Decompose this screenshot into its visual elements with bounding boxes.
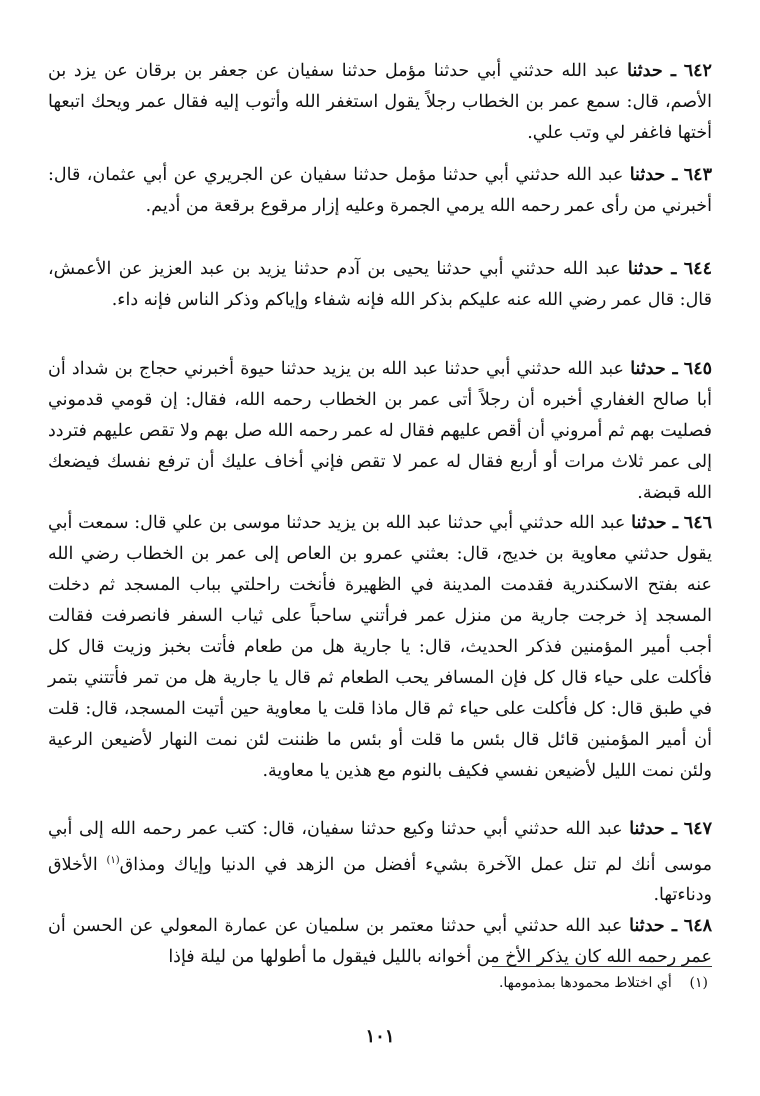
footnote-reference[interactable]: (١) — [106, 854, 120, 866]
entry-number: ٦٤٢ — [683, 60, 712, 81]
entry-number: ٦٤٣ — [683, 164, 712, 185]
entry-number: ٦٤٥ — [683, 358, 712, 379]
entry-text: عبد الله حدثني أبي حدثنا معتمر بن سلميان عن عمارة المعولي عن الحسن أن عمر رحمه الله كان يذكر الأخ من أخوانه بالليل فيقول ما أطولها من ليلة فإذا — [48, 915, 712, 967]
entry-text: عبد الله حدثني أبي حدثنا مؤمل حدثنا سفيان عن الجريري عن أبي عثمان، قال: أخبرني من رأى عمر رحمه الله يرمي الجمرة وعليه إزار مرقوع برقعة من أديم. — [48, 164, 712, 216]
entry-lead-word: حدثنا — [627, 258, 664, 279]
entry-number: ٦٤٧ — [683, 818, 712, 839]
entry-lead-word: حدثنا — [629, 164, 666, 185]
entry-lead-word: حدثنا — [630, 358, 666, 379]
entry-text: عبد الله حدثني أبي حدثنا وكيع حدثنا سفيان، قال: كتب عمر رحمه الله إلى أبي موسى أنك لم تنل عمل الآخرة بشيء أفضل من الزهد في الدنيا وإياك ومذاق — [48, 818, 712, 875]
entry-lead-word: حدثنا — [629, 818, 665, 839]
footnote-divider — [492, 966, 712, 967]
hadith-entry-642: ٦٤٢ ـ حدثنا عبد الله حدثني أبي حدثنا مؤمل حدثنا سفيان عن جعفر بن برقان عن يزد بن الأصم، قال: سمع عمر بن الخطاب رجلاً يقول استغفر الله وأتوب إليه فقال عمر ويحك اتبعها أختها فاغفر لي وتب علي. — [48, 60, 712, 143]
entry-number: ٦٤٨ — [683, 915, 712, 936]
entry-lead-word: حدثنا — [627, 60, 663, 81]
hadith-entry-647: ٦٤٧ ـ حدثنا عبد الله حدثني أبي حدثنا وكيع حدثنا سفيان، قال: كتب عمر رحمه الله إلى أبي موسى أنك لم تنل عمل الآخرة بشيء أفضل من الزهد في الدنيا وإياك ومذاق$^{(١)}$ الأخلاق ودناءتها. — [48, 818, 712, 906]
footnote-text: أي اختلاط محمودها بمذمومها. — [498, 975, 672, 991]
hadith-entry-648: ٦٤٨ ـ حدثنا عبد الله حدثني أبي حدثنا معتمر بن سلميان عن عمارة المعولي عن الحسن أن عمر رحمه الله كان يذكر الأخ من أخوانه بالليل فيقول ما أطولها من ليلة فإذا — [48, 915, 712, 967]
entry-number: ٦٤٦ — [683, 512, 712, 533]
entry-text: عبد الله حدثني أبي حدثنا يحيى بن آدم حدثنا يزيد بن عبد العزيز عن الأعمش، قال: قال عمر رضي الله عنه عليكم بذكر الله فإنه شفاء وإياكم وذكر الناس فإنه داء. — [48, 258, 712, 310]
entry-text: عبد الله حدثني أبي حدثنا عبد الله بن يزيد حدثنا موسى بن علي قال: سمعت أبي يقول حدثني معاوية بن خديج، قال: بعثني عمرو بن العاص إلى عمر بن الخطاب رضي الله عنه بفتح الاسكندرية فقدمت المدينة في الظهيرة فأنخت راحلتي بباب المسجد ثم دخلت المسجد إذ خرجت جارية من منزل عمر فرأتني ساحباً على ثياب السفر فانصرفت فقالت أجب أمير المؤمنين فذكر الحديث، قال: يا جارية هل من طعام فأتت بخبز وزيت قال كل فأكلت على حياء قال كل فإن المسافر يحب الطعام ثم قال يا جارية هل من تمر فأتتني بتمر في طبق قال: كل فأكلت على حياء ثم قال ماذا قلت يا معاوية حين أتيت المسجد، قال: قلت أن أمير المؤمنين قائل قال بئس ما قلت أو بئس ما ظننت لئن نمت النهار لأضيعن الرعية ولئن نمت الليل لأضيعن نفسي فكيف بالنوم مع هذين يا معاوية. — [48, 512, 712, 781]
hadith-entry-643: ٦٤٣ ـ حدثنا عبد الله حدثني أبي حدثنا مؤمل حدثنا سفيان عن الجريري عن أبي عثمان، قال: أخبرني من رأى عمر رحمه الله يرمي الجمرة وعليه إزار مرقوع برقعة من أديم. — [48, 164, 712, 216]
hadith-entry-646: ٦٤٦ ـ حدثنا عبد الله حدثني أبي حدثنا عبد الله بن يزيد حدثنا موسى بن علي قال: سمعت أبي يقول حدثني معاوية بن خديج، قال: بعثني عمرو بن العاص إلى عمر بن الخطاب رضي الله عنه بفتح الاسكندرية فقدمت المدينة في الظهيرة فأنخت راحلتي بباب المسجد ثم دخلت المسجد إذ خرجت جارية من منزل عمر فرأتني ساحباً على ثياب السفر فانصرفت فقالت أجب أمير المؤمنين فذكر الحديث، قال: يا جارية هل من طعام فأتت بخبز وزيت قال كل فأكلت على حياء قال كل فإن المسافر يحب الطعام ثم قال يا جارية هل من تمر فأتتني بتمر في طبق قال: كل فأكلت على حياء ثم قال ماذا قلت يا معاوية حين أتيت المسجد، قال: قلت أن أمير المؤمنين قائل قال بئس ما قلت أو بئس ما ظننت لئن نمت النهار لأضيعن الرعية ولئن نمت الليل لأضيعن نفسي فكيف بالنوم مع هذين يا معاوية. — [48, 512, 712, 781]
entry-number: ٦٤٤ — [683, 258, 712, 279]
footnote-marker: (١) — [689, 975, 708, 991]
hadith-entry-645: ٦٤٥ ـ حدثنا عبد الله حدثني أبي حدثنا عبد الله بن يزيد حدثنا حيوة أخبرني حجاج بن شداد أن أبا صالح الغفاري أخبره أن رجلاً أتى عمر بن الخطاب رحمه الله، فقال: إن قومي قدموني فصليت بهم ثم أمروني أن أقص عليهم فقال له عمر رحمه الله صل بهم ولا تقص عليهم فتردد إلى عمر ثلاث مرات أو أربع فقال له عمر لا تقص فإني أخاف عليك أن ترفع نفسك فيضعك الله قبضة. — [48, 358, 712, 503]
entry-lead-word: حدثنا — [631, 512, 667, 533]
entry-lead-word: حدثنا — [629, 915, 665, 936]
hadith-entry-644: ٦٤٤ ـ حدثنا عبد الله حدثني أبي حدثنا يحيى بن آدم حدثنا يزيد بن عبد العزيز عن الأعمش، قال: قال عمر رضي الله عنه عليكم بذكر الله فإنه شفاء وإياكم وذكر الناس فإنه داء. — [48, 258, 712, 310]
entry-text-continued: الأخلاق ودناءتها. — [48, 854, 712, 906]
footnote — [48, 972, 708, 994]
page-number: ١٠١ — [365, 1026, 395, 1047]
entry-text: عبد الله حدثني أبي حدثنا عبد الله بن يزيد حدثنا حيوة أخبرني حجاج بن شداد أن أبا صالح الغفاري أخبره أن رجلاً أتى عمر بن الخطاب رحمه الله، فقال: إن قومي قدموني فصليت بهم ثم أمروني أن أقص عليهم فقال له عمر رحمه الله صل بهم ولا تقص عليهم فتردد إلى عمر ثلاث مرات أو أربع فقال له عمر لا تقص فإني أخاف عليك أن ترفع نفسك فيضعك الله قبضة. — [48, 358, 712, 503]
entry-text: عبد الله حدثني أبي حدثنا مؤمل حدثنا سفيان عن جعفر بن برقان عن يزد بن الأصم، قال: سمع عمر بن الخطاب رجلاً يقول استغفر الله وأتوب إليه فقال عمر ويحك اتبعها أختها فاغفر لي وتب علي. — [48, 60, 712, 143]
